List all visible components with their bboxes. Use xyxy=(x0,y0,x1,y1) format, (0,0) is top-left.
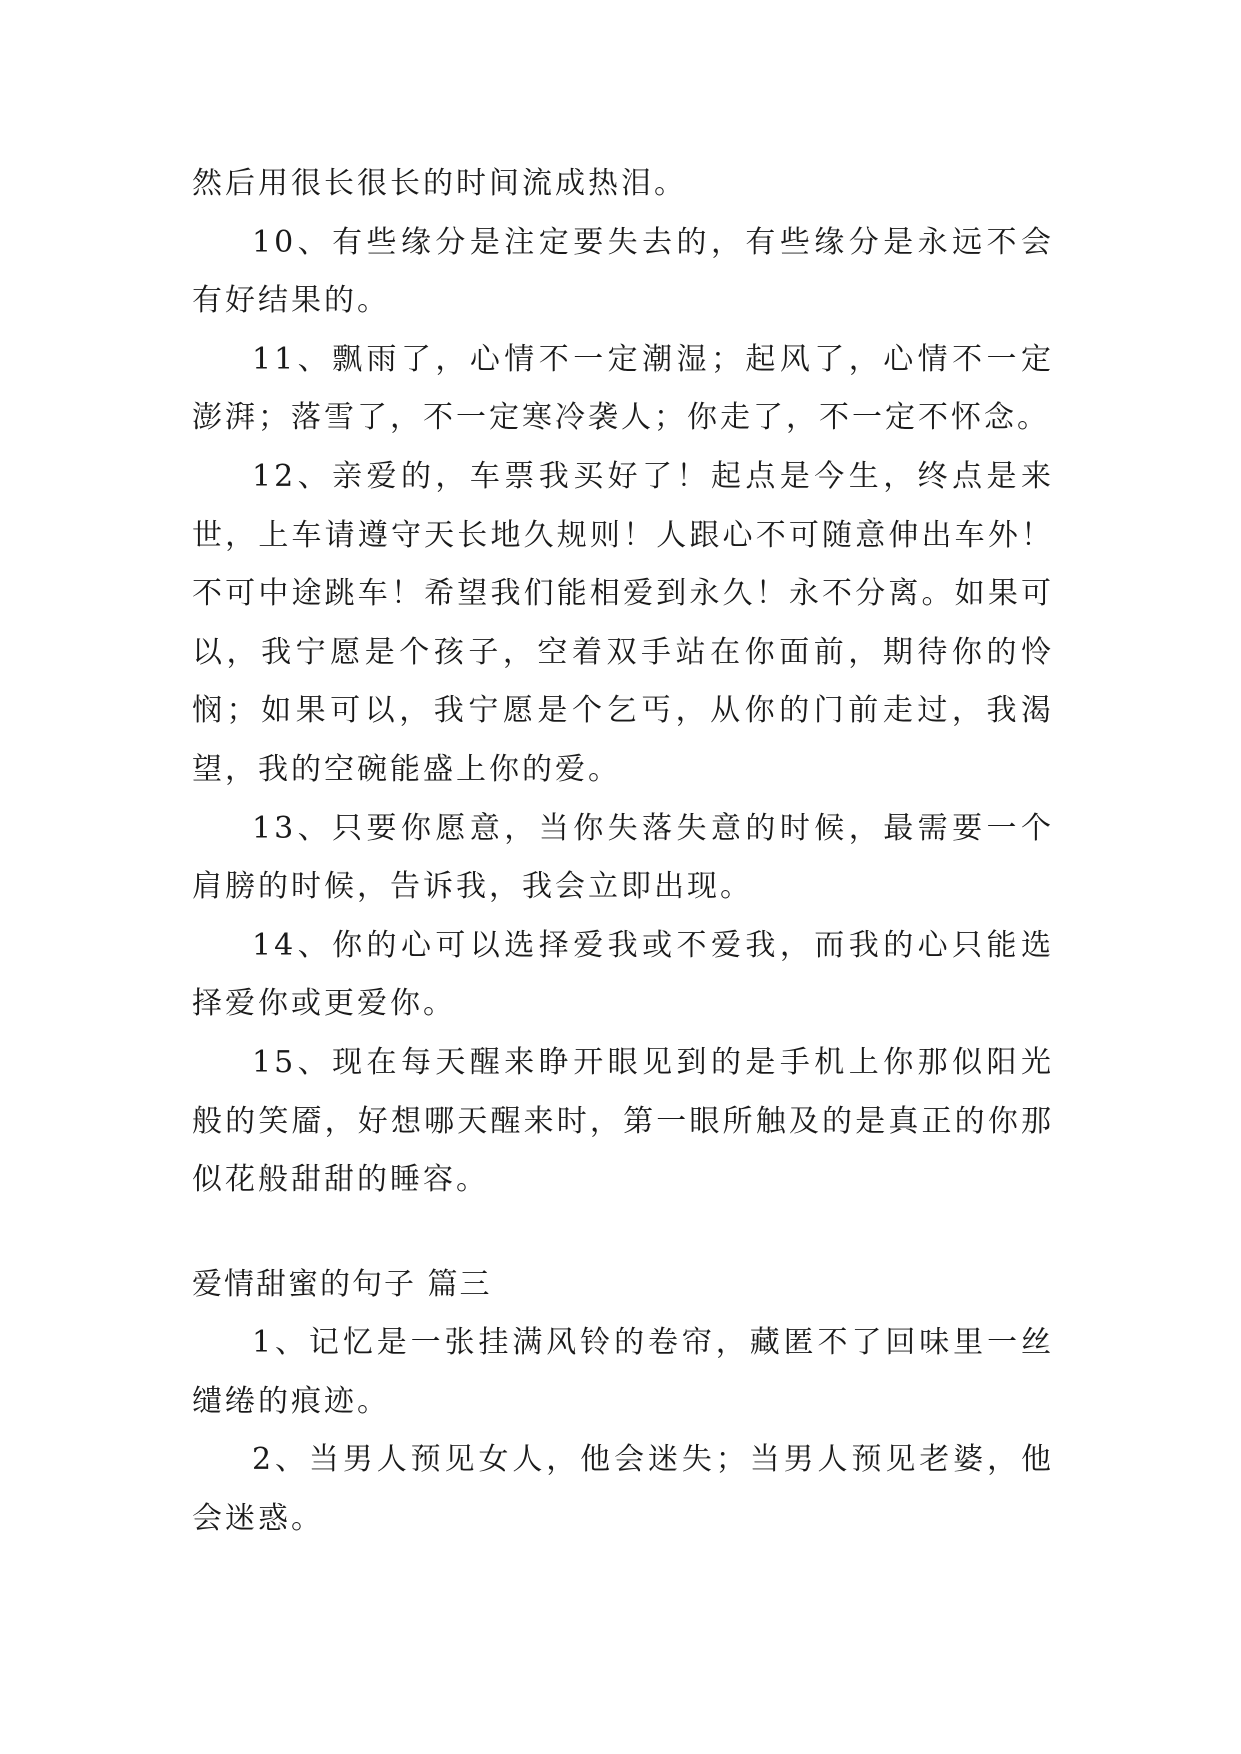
continuation-paragraph: 然后用很长很长的时间流成热泪。 xyxy=(192,166,687,201)
list-item-11: 11、飘雨了，心情不一定潮湿；起风了，心情不一定澎湃；落雪了，不一定寒冷袭人；你走了，不一定不怀念。 xyxy=(192,341,1054,436)
list-item-15: 15、现在每天醒来睁开眼见到的是手机上你那似阳光般的笑靥，好想哪天醒来时，第一眼所触及的是真正的你那似花般甜甜的睡容。 xyxy=(192,1044,1054,1198)
list-item-14: 14、你的心可以选择爱我或不爱我，而我的心只能选择爱你或更爱你。 xyxy=(192,927,1054,1022)
section-heading: 爱情甜蜜的句子 篇三 xyxy=(192,1266,492,1302)
list-item-10: 10、有些缘分是注定要失去的，有些缘分是永远不会有好结果的。 xyxy=(192,224,1054,319)
list-item-1: 1、记忆是一张挂满风铃的卷帘，藏匿不了回味里一丝缱绻的痕迹。 xyxy=(192,1325,1054,1419)
document-page xyxy=(192,155,1054,1549)
list-item-13: 13、只要你愿意，当你失落失意的时候，最需要一个肩膀的时候，告诉我，我会立即出现。 xyxy=(192,810,1054,905)
list-item-2: 2、当男人预见女人，他会迷失；当男人预见老婆，他会迷惑。 xyxy=(192,1442,1054,1537)
list-item-12: 12、亲爱的，车票我买好了！起点是今生，终点是来世，上车请遵守天长地久规则！人跟心不可随意伸出车外！不可中途跳车！希望我们能相爱到永久！永不分离。如果可以，我宁愿是个孩子，空着双手站在你面前，期待你的怜悯；如果可以，我宁愿是个乞丐，从你的门前走过，我渴望，我的空碗能盛上你的爱。 xyxy=(192,458,1054,787)
